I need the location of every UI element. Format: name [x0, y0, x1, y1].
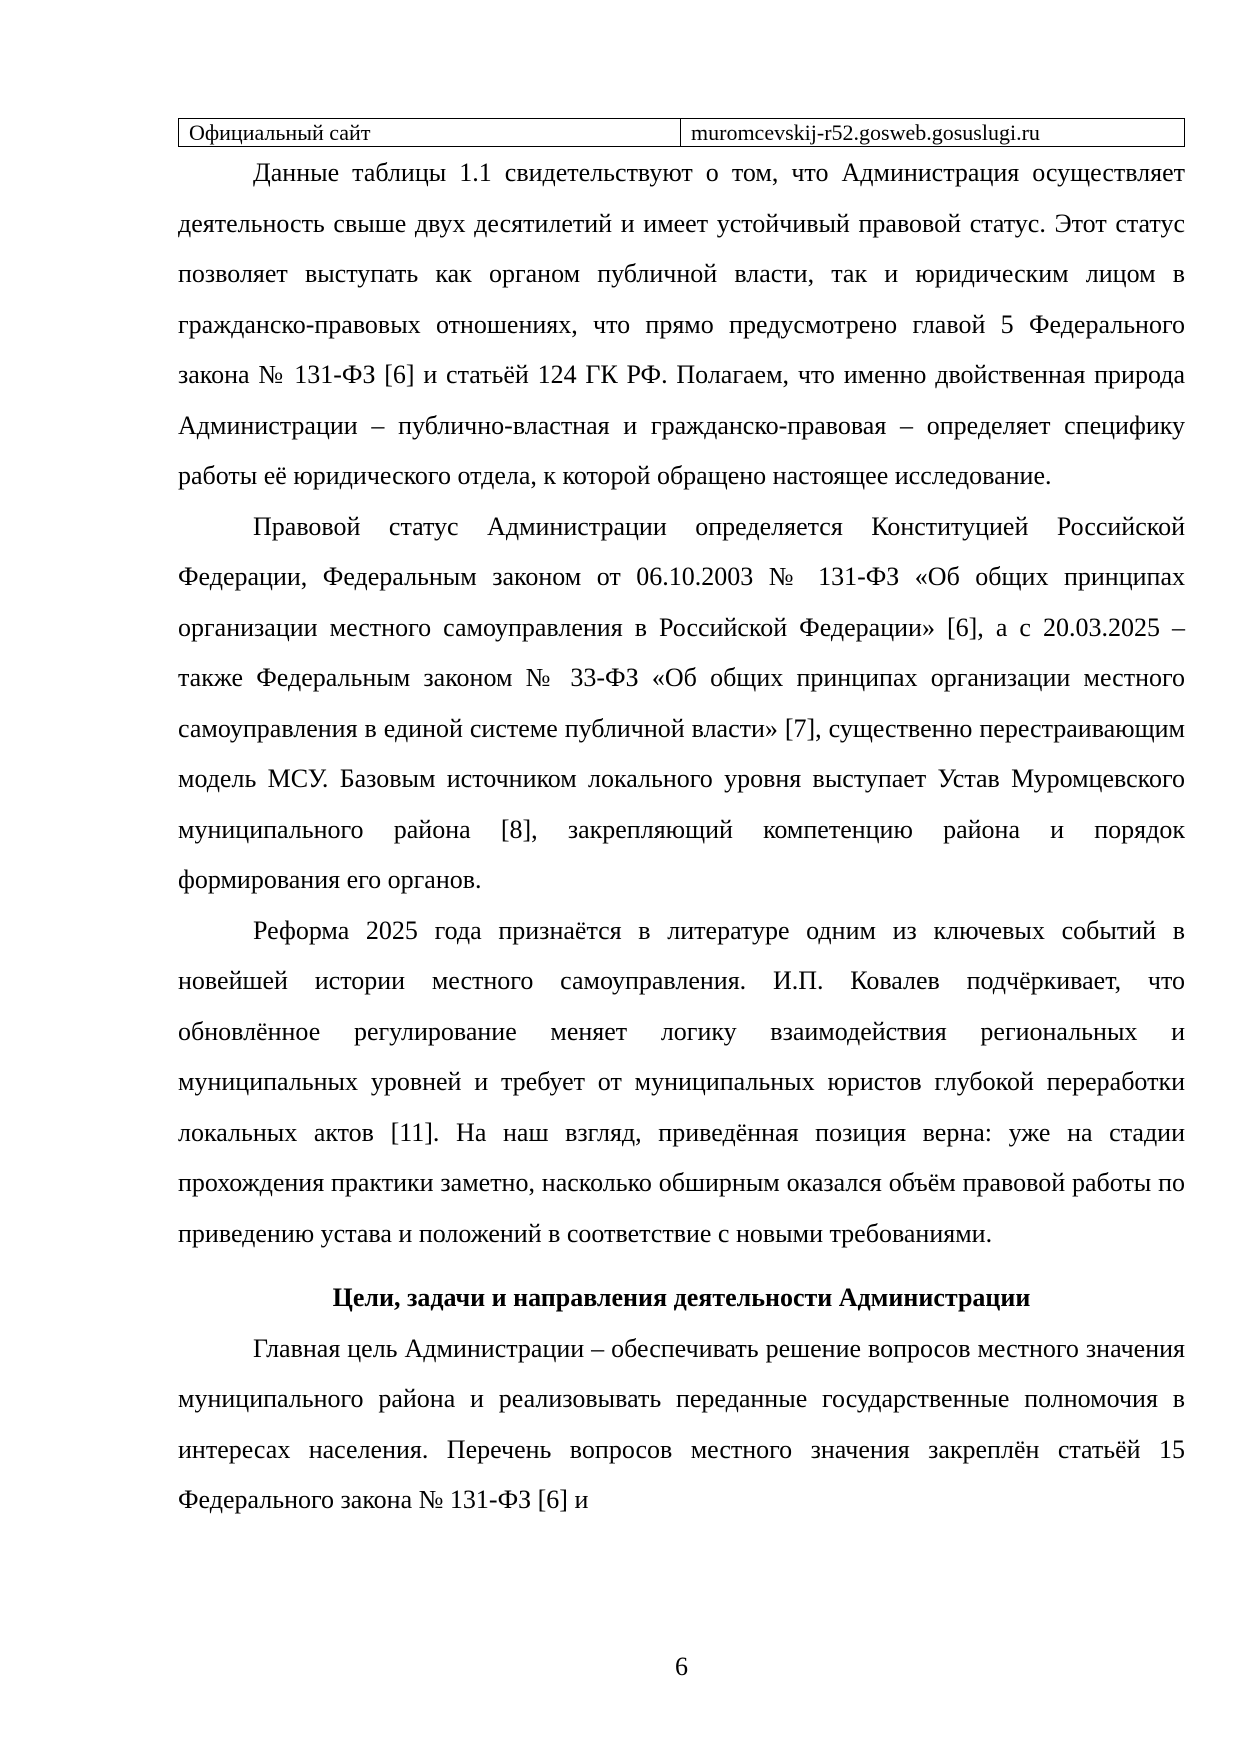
table-row	[179, 119, 1185, 147]
paragraph: Данные таблицы 1.1 свидетельствуют о том, что Администрация осуществляет деятельность свыше двух десятилетий и имеет устойчивый правовой статус. Этот статус позволяет выступать как органом публичной власти, так и юридическим лицом в гражданско-правовых отношениях, что прямо предусмотрено главой 5 Федерального закона № 131-ФЗ [6] и статьёй 124 ГК РФ. Полагаем, что именно двойственная природа Администрации – публично-властная и гражданско-правовая – определяет специфику работы её юридического отдела, к которой обращено настоящее исследование.	[178, 158, 1185, 490]
document-page	[178, 0, 1185, 1754]
paragraph: Главная цель Администрации – обеспечивать решение вопросов местного значения муниципального района и реализовывать переданные государственные полномочия в интересах населения. Перечень вопросов местного значения закреплён статьёй 15 Федерального закона № 131-ФЗ [6] и	[178, 1333, 1185, 1514]
body-text	[178, 148, 1185, 1526]
table-cell-label: Официальный сайт	[179, 119, 681, 147]
table-cell-value: muromcevskij-r52.gosweb.gosuslugi.ru	[681, 119, 1185, 147]
page-number: 6	[675, 1652, 688, 1681]
info-table	[178, 118, 1185, 147]
section-heading: Цели, задачи и направления деятельности Администрации	[332, 1283, 1031, 1312]
paragraph: Правовой статус Администрации определяется Конституцией Российской Федерации, Федеральным законом от 06.10.2003 № 131-ФЗ «Об общих принципах организации местного самоуправления в Российской Федерации» [6], а с 20.03.2025 – также Федеральным законом № 33-ФЗ «Об общих принципах организации местного самоуправления в единой системе публичной власти» [7], существенно перестраивающим модель МСУ. Базовым источником локального уровня выступает Устав Муромцевского муниципального района [8], закрепляющий компетенцию района и порядок формирования его органов.	[178, 511, 1185, 894]
paragraph: Реформа 2025 года признаётся в литературе одним из ключевых событий в новейшей истории местного самоуправления. И.П. Ковалев подчёркивает, что обновлённое регулирование меняет логику взаимодействия региональных и муниципальных уровней и требует от муниципальных юристов глубокой переработки локальных актов [11]. На наш взгляд, приведённая позиция верна: уже на стадии прохождения практики заметно, насколько обширным оказался объём правовой работы по приведению устава и положений в соответствие с новыми требованиями.	[178, 915, 1185, 1248]
